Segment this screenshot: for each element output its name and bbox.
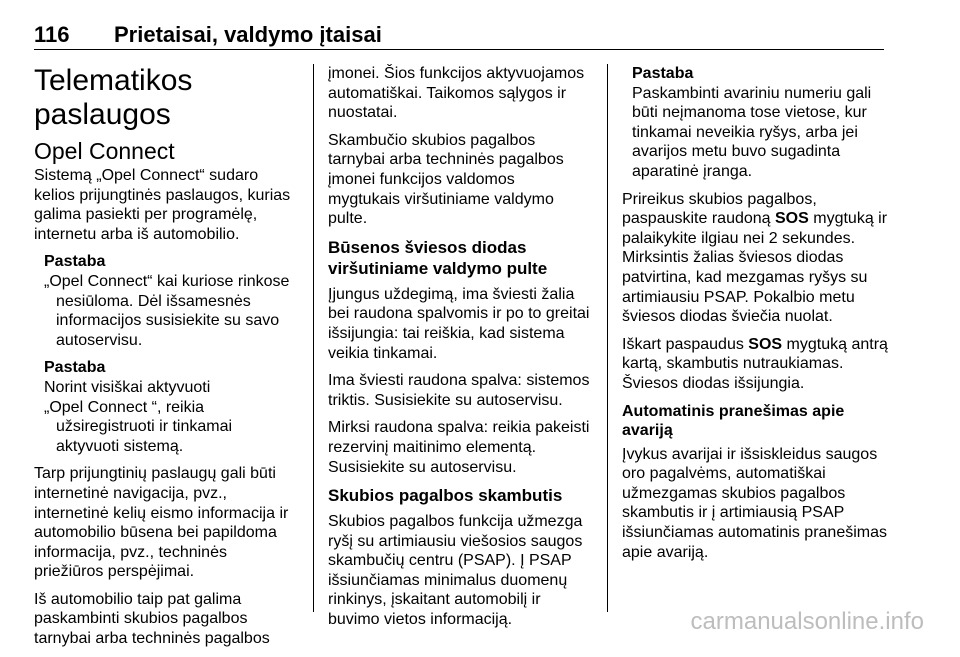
led-green-paragraph: Įjungus uždegimą, ima šviesti žalia bei raudona spalvomis ir po to greitai išsijungia: tai reiškia, kad sistema veikia tinkamai. bbox=[328, 285, 590, 362]
column-divider-2 bbox=[607, 64, 608, 612]
automatic-crash-heading: Automatinis pranešimas apie avariją bbox=[622, 402, 845, 440]
note-3-title: Pastaba bbox=[632, 65, 694, 82]
column-2 bbox=[328, 64, 590, 638]
status-led-heading: Būsenos šviesos diodas viršutiniame valdymo pulte bbox=[328, 237, 548, 278]
note-1 bbox=[44, 252, 296, 350]
note-2 bbox=[44, 358, 296, 456]
header-divider bbox=[34, 49, 884, 50]
sos-cancel-text-b: mygtuką antrą kartą, skambutis nutraukiamas. Šviesos diodas išsijungia. bbox=[622, 335, 888, 392]
sos-cancel-text-a: Iškart paspaudus bbox=[622, 335, 749, 353]
note-1-title: Pastaba bbox=[44, 253, 106, 271]
sos-cancel-paragraph bbox=[622, 335, 892, 394]
chapter-title: Telematikos paslaugos bbox=[34, 64, 193, 131]
watermark: carmanualsonline.info bbox=[690, 608, 924, 635]
led-blink-paragraph: Mirksi raudona spalva: reikia pakeisti rezervinį maitinimo elementą. Susisiekite su autoservisu. bbox=[328, 419, 590, 476]
note-3 bbox=[632, 64, 892, 182]
column-divider-1 bbox=[313, 64, 314, 612]
note-2-title: Pastaba bbox=[44, 359, 106, 377]
call-paragraph: Iš automobilio taip pat galima paskambinti skubios pagalbos tarnybai arba techninės pagalbos bbox=[34, 590, 270, 648]
page-header bbox=[34, 14, 884, 48]
note-2-line-2: „Opel Connect “, reikia užsiregistruoti ir tinkamai aktyvuoti sistemą. bbox=[44, 398, 233, 455]
section-title: Prietaisai, valdymo įtaisai bbox=[114, 22, 382, 47]
intro-paragraph: Sistemą „Opel Connect“ sudaro kelios prijungtinės paslaugos, kurias galima pasiekti per programėlę, internetu arba iš automobilio. bbox=[34, 167, 291, 243]
emergency-call-heading: Skubios pagalbos skambutis bbox=[328, 486, 563, 506]
column-1 bbox=[34, 64, 296, 657]
sos-label-2: SOS bbox=[748, 335, 783, 353]
buttons-paragraph: Skambučio skubios pagalbos tarnybai arba techninės pagalbos įmonei funkcijos valdomos mygtukais viršutiniame valdymo pulte. bbox=[328, 131, 564, 228]
continuation-paragraph: įmonei. Šios funkcijos aktyvuojamos automatiškai. Taikomos sąlygos ir nuostatai. bbox=[328, 65, 585, 122]
sos-press-text-b: mygtuką ir palaikykite ilgiau nei 2 sekundes. Mirksintis žalias šviesos diodas patvirtina, kad mezgamas ryšys su artimiausiu PSAP. Pokalbio metu šviesos diodas šviečia nuolat. bbox=[622, 210, 888, 326]
sos-press-paragraph bbox=[622, 190, 892, 327]
sos-label-1: SOS bbox=[775, 210, 809, 228]
note-1-body: „Opel Connect“ kai kuriose rinkose nesiūloma. Dėl išsamesnės informacijos susisiekite su savo autoservisu. bbox=[44, 272, 290, 349]
note-2-line-1: Norint visiškai aktyvuoti bbox=[44, 378, 211, 396]
emergency-call-paragraph: Skubios pagalbos funkcija užmezga ryšį su artimiausiu viešosios saugos skambučių centru (PSAP). Į PSAP išsiunčiamas minimalus duomenų rinkinys, įskaitant automobilį ir buvimo vietos informaciją. bbox=[328, 513, 583, 629]
subsection-title: Opel Connect bbox=[34, 138, 175, 164]
note-3-body: Paskambinti avariniu numeriu gali būti neįmanoma tose vietose, kur tinkamai neveikia ryšys, arba jei avarijos metu buvo sugadinta aparatinė įranga. bbox=[632, 84, 872, 180]
automatic-crash-paragraph: Įvykus avarijai ir išsiskleidus saugos oro pagalvėms, automatiškai užmezgamas skubios pagalbos skambutis ir į artimiausią PSAP išsiunčiamas automatinis pranešimas apie avariją. bbox=[622, 445, 887, 561]
services-paragraph: Tarp prijungtinių paslaugų gali būti internetinė navigacija, pvz., internetinė kelių eismo informacija ir automobilio būsena bei papildoma informacija, pvz., techninės priežiūros perspėjimai. bbox=[34, 465, 289, 581]
page-number: 116 bbox=[34, 22, 70, 47]
column-3 bbox=[622, 64, 892, 570]
sos-press-text-a: Prireikus skubios pagalbos, paspauskite raudoną bbox=[622, 190, 817, 228]
led-red-paragraph: Ima šviesti raudona spalva: sistemos triktis. Susisiekite su autoservisu. bbox=[328, 372, 590, 409]
